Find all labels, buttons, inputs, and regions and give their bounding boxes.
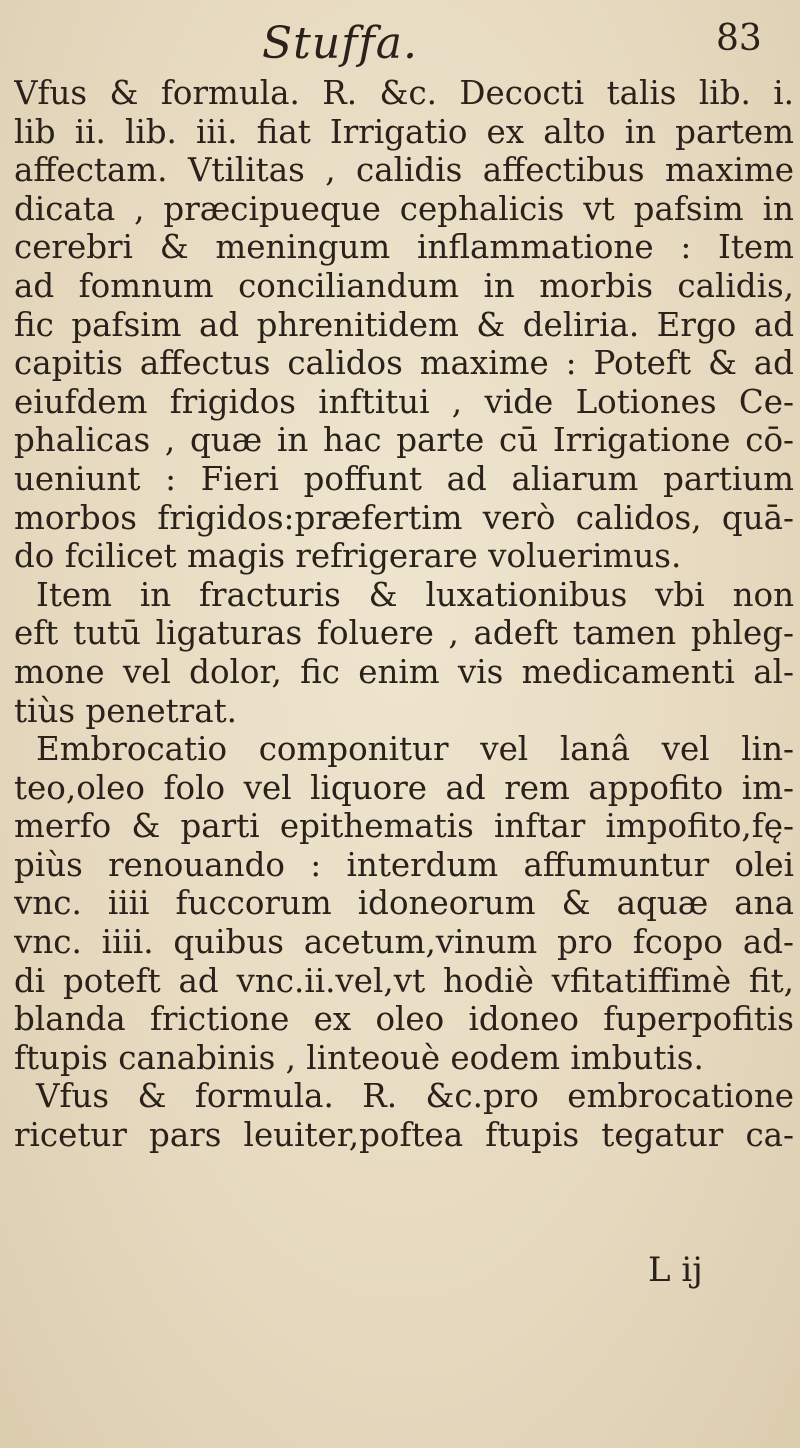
- text-line: mone vel dolor, fic enim vis medicamenti al-: [14, 652, 794, 691]
- text-line: fic pafsim ad phrenitidem & deliria. Ergo ad: [14, 305, 794, 344]
- text-line: ad fomnum conciliandum in morbis calidis,: [14, 266, 794, 305]
- text-line: Vfus & formula. R. &c. Decocti talis lib. i.: [14, 74, 794, 112]
- text-line: di poteft ad vnc.ii.vel,vt hodiè vfitatiffimè fit,: [14, 961, 794, 1000]
- text-line: eiufdem frigidos inftitui , vide Lotiones Ce-: [14, 382, 794, 421]
- text-line: capitis affectus calidos maxime : Poteft & ad: [14, 344, 794, 383]
- text-line: ricetur pars leuiter,poftea ftupis tegatur ca-: [14, 1116, 794, 1155]
- text-line: phalicas , quæ in hac parte cū Irrigatione cō-: [14, 421, 794, 460]
- text-line: Item in fracturis & luxationibus vbi non: [36, 575, 794, 614]
- text-line: affectam. Vtilitas , calidis affectibus maxime: [14, 151, 794, 190]
- text-line: vnc. iiii fuccorum idoneorum & aquæ ana: [14, 884, 794, 923]
- text-line: Vfus & formula. R. &c.pro embrocatione: [36, 1077, 794, 1116]
- signature-mark: L ij: [648, 1250, 703, 1290]
- text-line: tiùs penetrat.: [14, 691, 237, 730]
- text-line: piùs renouando : interdum affumuntur olei: [14, 845, 794, 884]
- running-title: Stuffa.: [262, 18, 418, 69]
- text-line: teo,oleo folo vel liquore ad rem appofito im-: [14, 768, 794, 807]
- text-line: blanda frictione ex oleo idoneo fuperpofitis: [14, 1000, 794, 1039]
- text-line: merfo & parti epithematis inftar impofito,fę-: [14, 807, 794, 846]
- body-text: [14, 74, 794, 1155]
- text-line: lib ii. lib. iii. fiat Irrigatio ex alto in partem: [14, 112, 794, 151]
- text-line: eft tutū ligaturas foluere , adeft tamen phleg-: [14, 614, 794, 653]
- text-line: dicata , præcipueque cephalicis vt pafsim in: [14, 189, 794, 228]
- text-line: morbos frigidos:præfertim verò calidos, quā-: [14, 498, 794, 537]
- page-number: 83: [716, 18, 762, 59]
- text-line: cerebri & meningum inflammatione : Item: [14, 228, 794, 267]
- text-line: Embrocatio componitur vel lanâ vel lin-: [36, 730, 794, 769]
- text-line: ueniunt : Fieri poffunt ad aliarum partium: [14, 459, 794, 498]
- text-line: vnc. iiii. quibus acetum,vinum pro fcopo ad-: [14, 923, 794, 962]
- page-header: [0, 12, 800, 72]
- text-line: ftupis canabinis , linteouè eodem imbutis.: [14, 1038, 704, 1077]
- text-line: do fcilicet magis refrigerare voluerimus.: [14, 537, 682, 576]
